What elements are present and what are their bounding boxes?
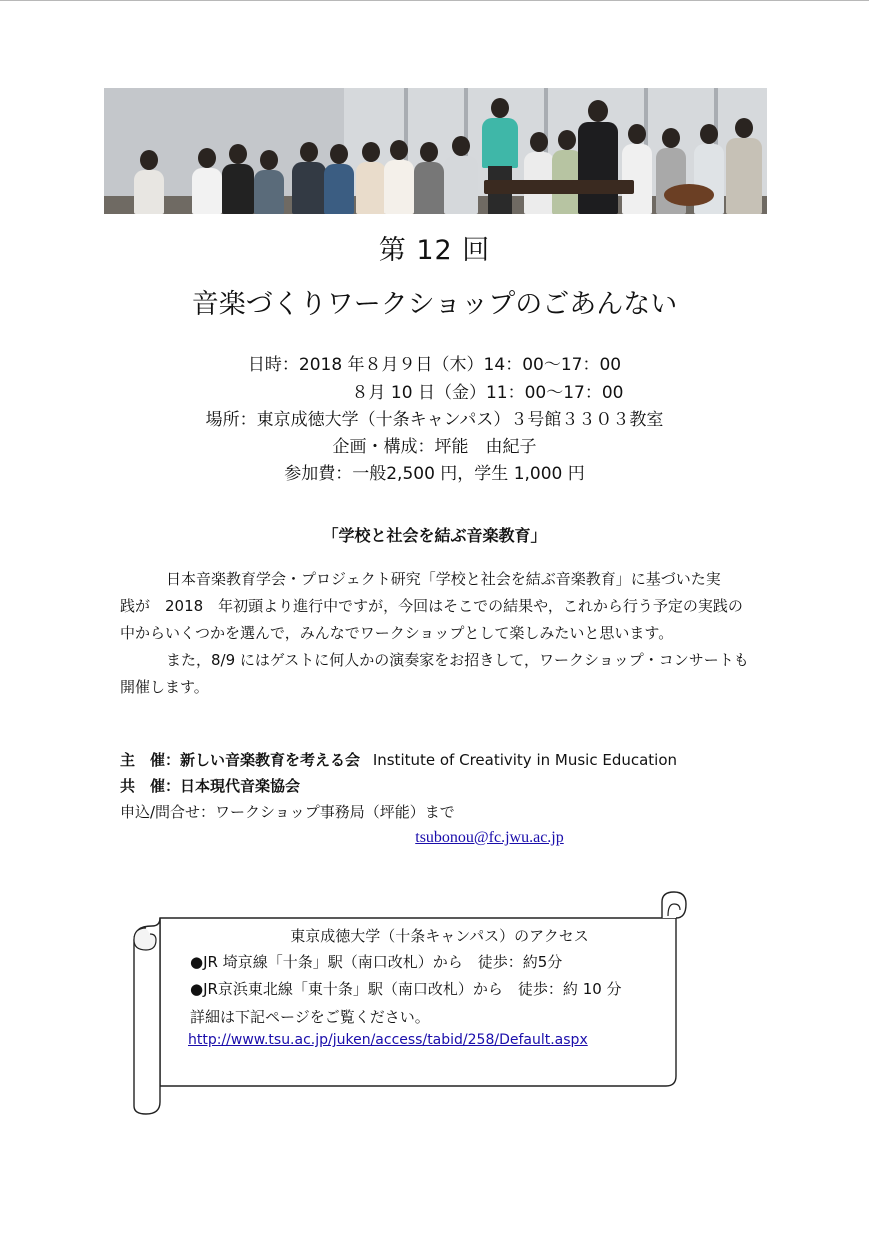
cohost-name: ：日本現代音楽協会 [165,777,301,795]
event-datetime-1: 日時：2018 年８月９日（木）14：00～17：00 [247,355,622,375]
paragraph-line: 践が 2018 年初頭より進行中ですが，今回はそこでの結果や，これから行う予定の実践の [120,597,743,615]
host-name-en: Institute of Creativity in Music Education [372,751,678,769]
paragraph-line: 中からいくつかを選んで，みんなでワークショップとして楽しみたいと思います。 [120,624,674,642]
event-fee: 参加費：一般2,500 円，学生 1,000 円 [284,464,585,484]
paragraph-line: 日本音楽教育学会・プロジェクト研究「学校と社会を結ぶ音楽教育」に基づいた実 [166,570,721,588]
event-title: 音楽づくりワークショップのごあんない [191,289,678,320]
event-planner: 企画・構成：坪能 由紀子 [332,437,537,457]
organizer-cohost [120,775,300,796]
cohost-label: 共 催 [120,777,166,795]
access-route-1: ●JR 埼京線「十条」駅（南口改札）から 徒歩：約5分 [190,953,563,971]
access-title: 東京成徳大学（十条キャンパス）のアクセス [290,927,589,945]
header-photo [104,88,767,214]
event-place: 場所：東京成徳大学（十条キャンパス）３号館３３０３教室 [205,410,664,430]
scroll-banner [128,888,690,1118]
access-route-2: ●JR京浜東北線「東十条」駅（南口改札）から 徒歩：約 10 分 [190,980,622,998]
event-title-number: 第 12 回 [378,235,491,266]
paragraph-line: 開催します。 [120,678,209,696]
host-label: 主 催 [120,751,166,769]
event-datetime-2: ８月 10 日（金）11：00～17：00 [351,383,624,403]
organizer-host [120,749,677,770]
host-name: ：新しい音楽教育を考える会 [165,751,361,769]
theme-paragraph-1 [120,566,770,701]
contact-text: 申込/問合せ：ワークショップ事務局（坪能）まで [120,803,455,821]
contact-email-link[interactable]: tsubonou@fc.jwu.ac.jp [415,829,564,846]
paragraph-line: また，8/9 にはゲストに何人かの演奏家をお招きして，ワークショップ・コンサートも [166,651,749,669]
top-border [0,0,869,1]
theme-heading: 「学校と社会を結ぶ音楽教育」 [322,526,547,545]
access-details-note: 詳細は下記ページをご覧ください。 [190,1008,430,1026]
access-url-link[interactable]: http://www.tsu.ac.jp/juken/access/tabid/258/Default.aspx [188,1032,588,1048]
